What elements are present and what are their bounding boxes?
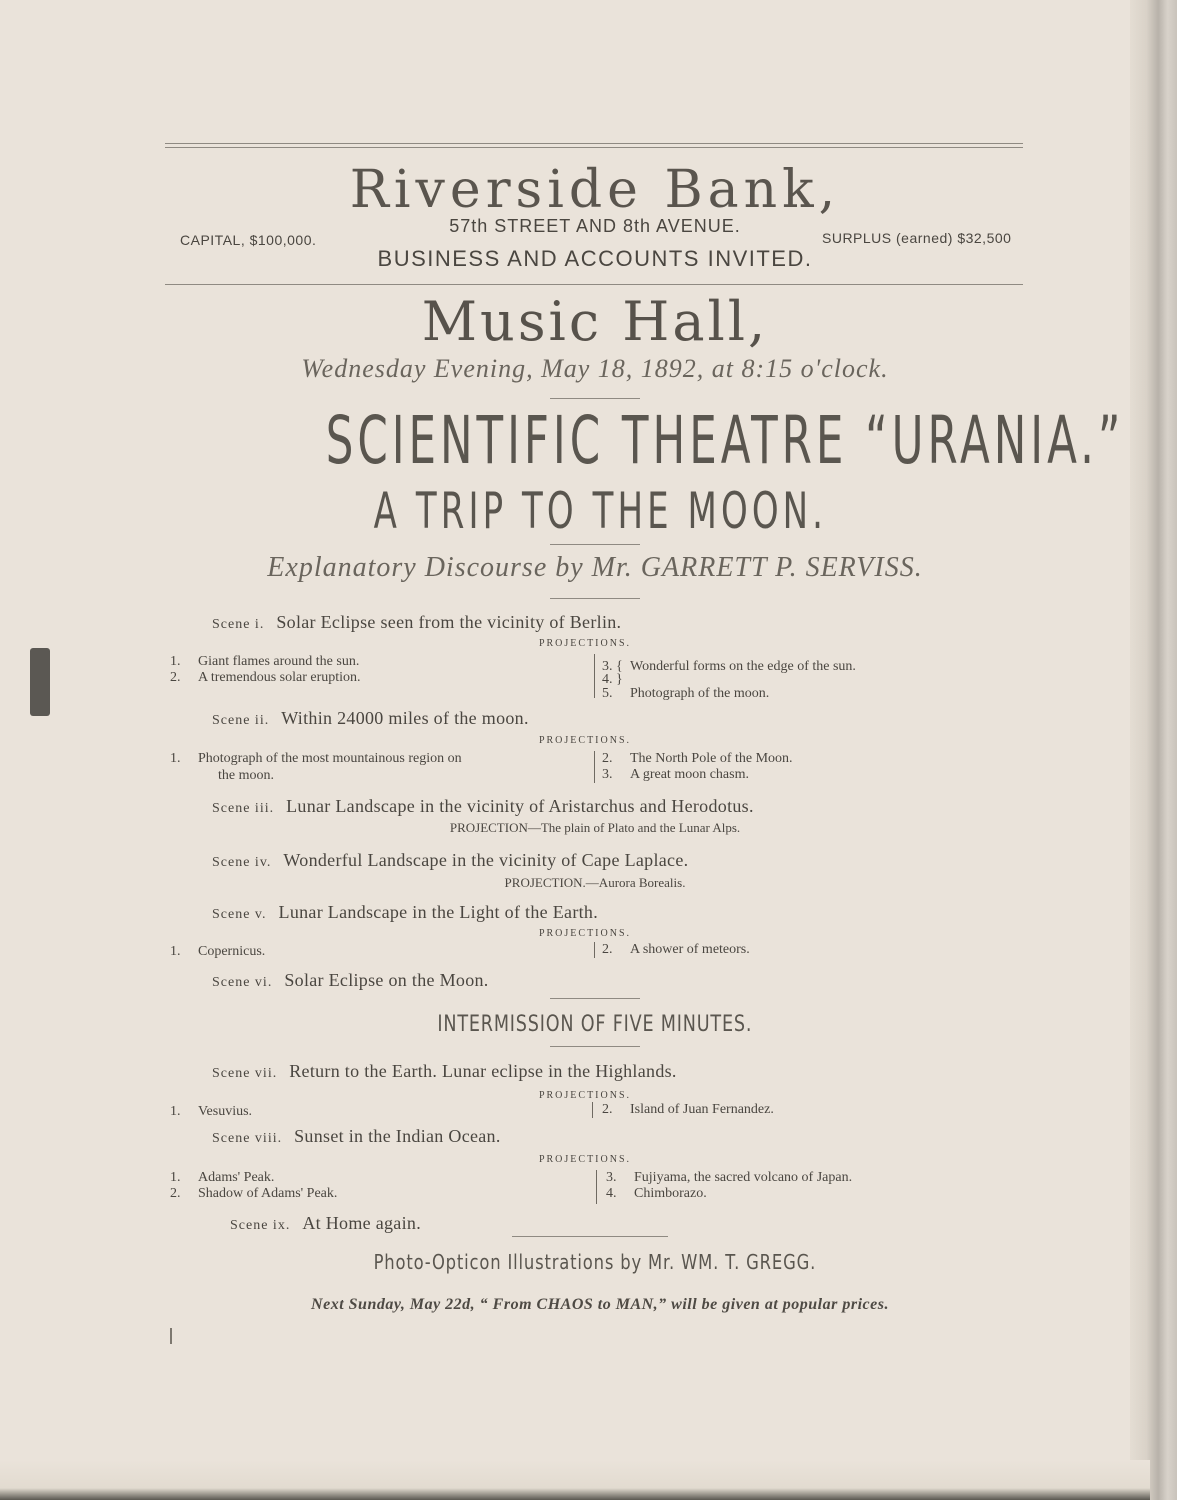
bank-capital: CAPITAL, $100,000. — [180, 232, 317, 248]
item-text: Wonderful forms on the edge of the sun. — [630, 659, 856, 674]
projection-item — [170, 654, 359, 670]
bank-invitation: BUSINESS AND ACCOUNTS INVITED. — [377, 246, 813, 271]
bank-name: Riverside Bank, — [349, 160, 841, 220]
projections-header: PROJECTIONS. — [538, 735, 632, 746]
intermission — [160, 1012, 1030, 1037]
item-number: 2. — [170, 1186, 181, 1201]
projection-item — [602, 751, 793, 767]
next-sunday-notice: Next Sunday, May 22d, “ From CHAOS to MAN,” will be given at popular prices. — [311, 1296, 889, 1313]
scene-title: At Home again. — [302, 1213, 421, 1233]
scene-label: Scene vi. — [212, 975, 273, 990]
venue-name: Music Hall, — [421, 290, 769, 353]
paper-mark — [30, 648, 50, 716]
scene-title: Lunar Landscape in the Light of the Earth. — [278, 902, 599, 922]
projection-item — [170, 1104, 252, 1120]
show-subtitle-text: A TRIP TO THE MOON. — [373, 482, 827, 540]
scene-5 — [212, 902, 598, 923]
projection-item — [602, 1102, 774, 1118]
photo-credit-text: Photo-Opticon Illustrations by Mr. WM. T. GREGG. — [373, 1250, 817, 1274]
show-title-text: SCIENTIFIC THEATRE “URANIA.” — [325, 402, 1125, 479]
item-text: Photograph of the moon. — [630, 686, 770, 701]
item-number: 3. — [602, 767, 613, 782]
projection-line: PROJECTION—The plain of Plato and the Lunar Alps. — [449, 820, 741, 835]
projection-item — [606, 1170, 852, 1186]
item-number: 4. — [606, 1186, 617, 1201]
item-number: 5. — [602, 686, 613, 701]
scene-title: Lunar Landscape in the vicinity of Aristarchus and Herodotus. — [286, 796, 754, 816]
short-rule — [550, 998, 640, 999]
item-number: 1. — [170, 751, 181, 766]
scene-label: Scene ix. — [230, 1218, 291, 1233]
short-rule — [550, 544, 640, 545]
short-rule — [512, 1236, 668, 1237]
short-rule — [550, 1046, 640, 1047]
scene-1 — [212, 612, 621, 633]
projections-header: PROJECTIONS. — [538, 1154, 632, 1165]
short-rule — [550, 598, 640, 599]
item-number: 2. — [602, 751, 613, 766]
item-text: Vesuvius. — [198, 1104, 253, 1119]
item-number: 2. — [602, 1102, 613, 1117]
page-bottom-shadow — [0, 1460, 1150, 1500]
item-text: Copernicus. — [198, 944, 266, 959]
scene-7 — [212, 1061, 677, 1082]
bank-surplus: SURPLUS (earned) $32,500 — [822, 230, 1012, 246]
photo-credit — [160, 1250, 1030, 1274]
column-divider — [594, 654, 595, 698]
scene-2 — [212, 708, 529, 729]
item-text: A shower of meteors. — [630, 942, 750, 957]
projection-item — [170, 1170, 274, 1186]
item-text: A tremendous solar eruption. — [198, 670, 361, 685]
item-number: 4. } — [602, 672, 623, 687]
paper-mark — [170, 1328, 172, 1344]
top-rule — [165, 143, 1023, 144]
projection-item — [170, 751, 462, 767]
discourse-line: Explanatory Discourse by Mr. GARRETT P. SERVISS. — [267, 552, 923, 583]
scene-4 — [212, 850, 688, 871]
item-number: 2. — [170, 670, 181, 685]
item-number: 3. — [606, 1170, 617, 1185]
projection-line: PROJECTION.—Aurora Borealis. — [504, 875, 686, 890]
item-text: Island of Juan Fernandez. — [630, 1102, 774, 1117]
scene-title: Solar Eclipse on the Moon. — [284, 970, 489, 990]
projection-item — [170, 1186, 337, 1202]
item-number: 1. — [170, 944, 181, 959]
projection-item — [170, 670, 361, 686]
projection-item — [170, 944, 265, 960]
scene-title: Solar Eclipse seen from the vicinity of Berlin. — [276, 612, 622, 632]
projections-header: PROJECTIONS. — [538, 928, 632, 939]
column-divider — [592, 1102, 593, 1118]
projection-item — [602, 767, 749, 783]
page-edge — [1130, 0, 1177, 1500]
item-number: 1. — [170, 654, 181, 669]
scene-label: Scene iv. — [212, 855, 272, 870]
bank-address: 57th STREET AND 8th AVENUE. — [449, 216, 741, 236]
item-number: 2. — [602, 942, 613, 957]
column-divider — [594, 942, 595, 958]
scene-label: Scene ii. — [212, 713, 270, 728]
projections-header: PROJECTIONS. — [538, 638, 632, 649]
show-subtitle — [120, 482, 1080, 540]
item-text: Giant flames around the sun. — [198, 654, 360, 669]
scene-label: Scene iii. — [212, 801, 275, 816]
top-rule-inner — [165, 147, 1023, 148]
item-number: 3. { — [602, 659, 623, 674]
scene-label: Scene i. — [212, 617, 265, 632]
scene-6 — [212, 970, 489, 991]
scene-title: Return to the Earth. Lunar eclipse in the Highlands. — [289, 1061, 677, 1081]
item-text: the moon. — [218, 768, 274, 783]
column-divider — [594, 751, 595, 783]
item-text: Fujiyama, the sacred volcano of Japan. — [634, 1170, 853, 1185]
item-text: A great moon chasm. — [630, 767, 749, 782]
projection-item — [602, 942, 750, 958]
projection-item — [606, 1186, 707, 1202]
projection-item — [602, 659, 856, 675]
item-text: Shadow of Adams' Peak. — [198, 1186, 338, 1201]
item-number: 1. — [170, 1170, 181, 1185]
item-number: 1. — [170, 1104, 181, 1119]
item-text: Photograph of the most mountainous region on — [198, 751, 462, 766]
item-text: Adams' Peak. — [198, 1170, 275, 1185]
scene-3 — [212, 796, 754, 817]
intermission-text: INTERMISSION OF FIVE MINUTES. — [437, 1012, 753, 1037]
projection-item — [602, 686, 769, 702]
scene-label: Scene v. — [212, 907, 267, 922]
projection-item — [218, 768, 274, 784]
scene-title: Sunset in the Indian Ocean. — [294, 1126, 501, 1146]
column-divider — [596, 1170, 597, 1204]
short-rule — [550, 398, 640, 399]
item-text: The North Pole of the Moon. — [630, 751, 793, 766]
bank-rule — [165, 284, 1023, 285]
scene-8 — [212, 1126, 501, 1147]
show-title — [120, 402, 1125, 479]
scene-label: Scene viii. — [212, 1131, 283, 1146]
projections-header: PROJECTIONS. — [538, 1090, 632, 1101]
scene-9 — [230, 1213, 421, 1234]
scene-label: Scene vii. — [212, 1066, 278, 1081]
date-line: Wednesday Evening, May 18, 1892, at 8:15 o'clock. — [301, 354, 889, 383]
scene-title: Wonderful Landscape in the vicinity of Cape Laplace. — [283, 850, 689, 870]
item-text: Chimborazo. — [634, 1186, 707, 1201]
scene-title: Within 24000 miles of the moon. — [281, 708, 529, 728]
